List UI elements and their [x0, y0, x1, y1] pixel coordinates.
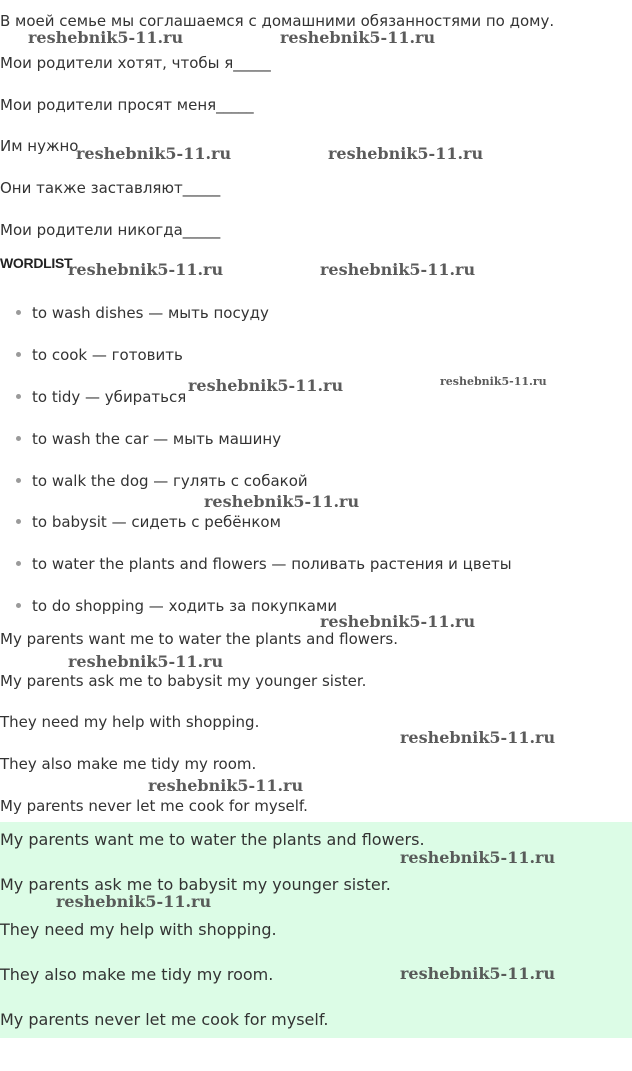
watermark: reshebnik5-11.ru — [328, 144, 484, 163]
watermark: reshebnik5-11.ru — [68, 652, 224, 671]
prompt-line: Они также заставляют_____ — [0, 179, 221, 197]
bullet-icon — [16, 352, 21, 357]
watermark: reshebnik5-11.ru — [280, 28, 436, 47]
wordlist-item-text: to water the plants and flowers — поливать растения и цветы — [32, 555, 512, 573]
prompt-line: Мои родители хотят, чтобы я_____ — [0, 54, 271, 72]
wordlist-item-text: to tidy — убираться — [32, 388, 187, 406]
wordlist-item-text: to walk the dog — гулять с собакой — [32, 472, 308, 490]
prompt-line: Мои родители никогда_____ — [0, 221, 221, 239]
prompt-line: Мои родители просят меня_____ — [0, 96, 254, 114]
watermark: reshebnik5-11.ru — [204, 492, 360, 511]
wordlist-item-text: to babysit — сидеть с ребёнком — [32, 513, 281, 531]
answer-box-line: My parents ask me to babysit my younger sister. — [0, 875, 391, 894]
watermark: reshebnik5-11.ru — [400, 848, 556, 867]
bullet-icon — [16, 561, 21, 566]
wordlist-item — [16, 345, 183, 365]
wordlist-item — [16, 512, 281, 532]
bullet-icon — [16, 394, 21, 399]
bullet-icon — [16, 478, 21, 483]
watermark: reshebnik5-11.ru — [320, 612, 476, 631]
watermark: reshebnik5-11.ru — [148, 776, 304, 795]
wordlist-item — [16, 471, 308, 491]
wordlist-item — [16, 554, 512, 574]
answer-line: They need my help with shopping. — [0, 713, 260, 731]
watermark: reshebnik5-11.ru — [188, 376, 344, 395]
answer-line: My parents want me to water the plants and flowers. — [0, 630, 398, 648]
watermark: reshebnik5-11.ru — [400, 728, 556, 747]
prompt-line: Им нужно — [0, 137, 79, 155]
bullet-icon — [16, 310, 21, 315]
watermark: reshebnik5-11.ru — [56, 892, 212, 911]
answer-line: They also make me tidy my room. — [0, 755, 257, 773]
watermark: reshebnik5-11.ru — [440, 375, 547, 388]
answer-box-line: They also make me tidy my room. — [0, 965, 274, 984]
watermark: reshebnik5-11.ru — [28, 28, 184, 47]
wordlist-item-text: to wash the car — мыть машину — [32, 430, 282, 448]
wordlist-item — [16, 429, 281, 449]
wordlist-item-text: to wash dishes — мыть посуду — [32, 304, 269, 322]
bullet-icon — [16, 519, 21, 524]
wordlist-item-text: to do shopping — ходить за покупками — [32, 597, 338, 615]
watermark: reshebnik5-11.ru — [68, 260, 224, 279]
wordlist-item — [16, 303, 269, 323]
wordlist-item — [16, 596, 337, 616]
task-heading: В моей семье мы соглашаемся с домашними обязанностями по дому. — [0, 12, 555, 30]
watermark: reshebnik5-11.ru — [320, 260, 476, 279]
answer-line: My parents never let me cook for myself. — [0, 797, 308, 815]
wordlist-item-text: to cook — готовить — [32, 346, 183, 364]
answer-line: My parents ask me to babysit my younger sister. — [0, 672, 367, 690]
watermark: reshebnik5-11.ru — [400, 964, 556, 983]
wordlist-item — [16, 387, 186, 407]
answer-box-line: My parents want me to water the plants and flowers. — [0, 830, 425, 849]
wordlist-title: WORDLIST — [0, 255, 73, 271]
bullet-icon — [16, 603, 21, 608]
answer-box-line: My parents never let me cook for myself. — [0, 1010, 329, 1029]
answer-box-line: They need my help with shopping. — [0, 920, 277, 939]
watermark: reshebnik5-11.ru — [76, 144, 232, 163]
bullet-icon — [16, 436, 21, 441]
